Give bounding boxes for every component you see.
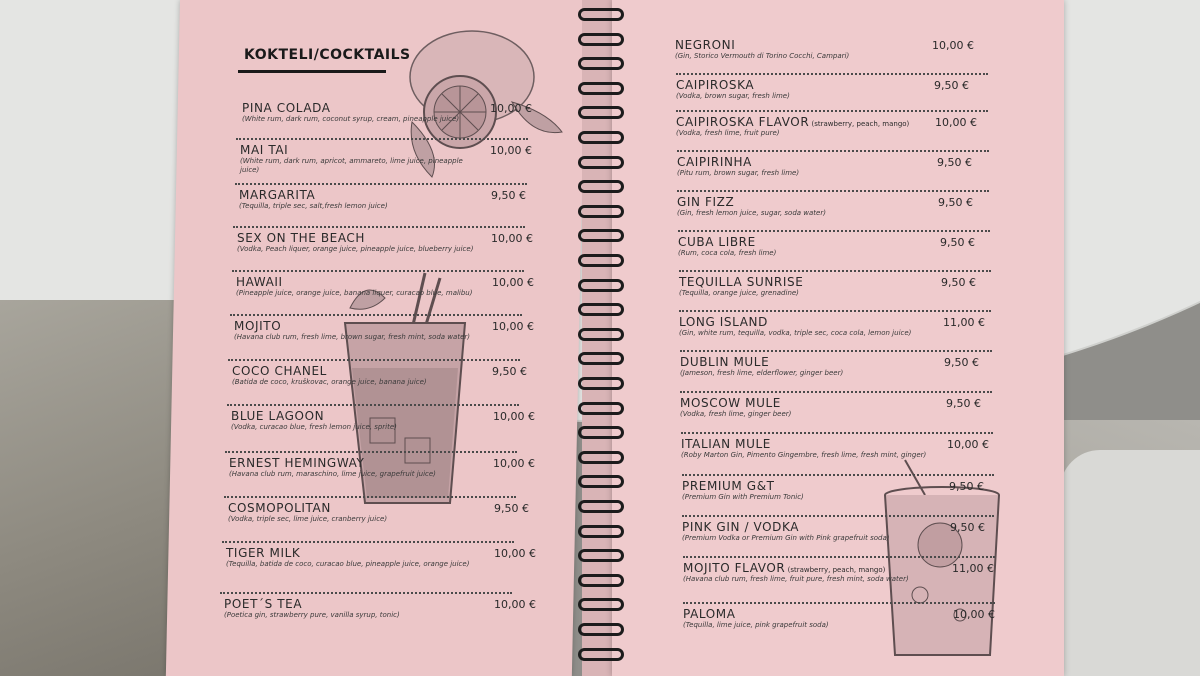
item-name xyxy=(678,235,934,249)
item-name xyxy=(228,501,488,515)
item-ingredients: (Premium Gin with Premium Tonic) xyxy=(682,493,804,501)
dotted-separator xyxy=(677,150,989,152)
item-ingredients: (Vodka, fresh lime, fruit pure) xyxy=(676,129,780,137)
item-name xyxy=(234,319,486,333)
item-ingredients: (Pineapple juice, orange juice, banana liquer, curacao blue, malibu) xyxy=(236,289,473,297)
binding-ring xyxy=(578,33,624,46)
item-price: 9,50 € xyxy=(949,480,984,493)
item-name xyxy=(677,195,932,209)
item-name-text: PALOMA xyxy=(683,607,736,621)
binding-ring xyxy=(578,57,624,70)
item-ingredients: (Pitu rum, brown sugar, fresh lime) xyxy=(677,169,800,177)
binding-ring xyxy=(578,229,624,242)
menu-item xyxy=(229,456,487,479)
item-price: 9,50 € xyxy=(944,356,979,369)
binding-ring xyxy=(578,279,624,292)
item-name xyxy=(226,546,488,560)
item-price: 9,50 € xyxy=(934,79,969,92)
item-ingredients: (Vodka, curacao blue, fresh lemon juice, sprite) xyxy=(231,423,397,431)
dotted-separator xyxy=(230,314,522,316)
item-ingredients: (Havana club rum, fresh lime, brown sugar, fresh mint, soda water) xyxy=(234,333,470,341)
item-ingredients: (Tequilla, batida de coco, curacao blue, pineapple juice, orange juice) xyxy=(226,560,470,568)
item-name-text: TIGER MILK xyxy=(226,546,301,560)
menu-item xyxy=(680,396,940,419)
item-name-text: MOSCOW MULE xyxy=(680,396,781,410)
item-name xyxy=(679,315,937,329)
item-price: 10,00 € xyxy=(492,320,534,333)
cocktail-glass-illustration xyxy=(330,268,480,518)
binding-ring xyxy=(578,402,624,415)
menu-item xyxy=(224,597,488,620)
menu-item xyxy=(679,315,937,338)
item-price: 11,00 € xyxy=(943,316,985,329)
item-name-text: COCO CHANEL xyxy=(232,364,327,378)
item-price: 9,50 € xyxy=(492,365,527,378)
menu-item xyxy=(676,78,928,101)
dotted-separator xyxy=(222,541,514,543)
item-price: 9,50 € xyxy=(494,502,529,515)
item-price: 9,50 € xyxy=(946,397,981,410)
item-price: 10,00 € xyxy=(491,232,533,245)
item-name xyxy=(676,78,928,92)
item-ingredients: (Tequilla, orange juice, grenadine) xyxy=(679,289,799,297)
item-name xyxy=(676,115,929,129)
binding-ring xyxy=(578,426,624,439)
menu-title: KOKTELI/COCKTAILS xyxy=(244,47,411,63)
item-price: 10,00 € xyxy=(953,608,995,621)
item-name-text: MARGARITA xyxy=(239,188,316,202)
item-name xyxy=(242,101,484,115)
dotted-separator xyxy=(228,359,520,361)
menu-item xyxy=(232,364,486,387)
menu-item xyxy=(679,275,935,298)
item-price: 9,50 € xyxy=(491,189,526,202)
menu-item xyxy=(680,355,938,378)
menu-item xyxy=(239,188,485,211)
item-name-text: MOJITO FLAVOR xyxy=(683,561,786,575)
item-price: 10,00 € xyxy=(494,598,536,611)
item-price: 10,00 € xyxy=(932,39,974,52)
binding-ring xyxy=(578,549,624,562)
item-ingredients: (Rum, coca cola, fresh lime) xyxy=(678,249,777,257)
menu-item xyxy=(683,561,946,584)
menu-item xyxy=(228,501,488,524)
item-name xyxy=(675,38,926,52)
item-ingredients: (Premium Vodka or Premium Gin with Pink grapefruit soda) xyxy=(682,534,890,542)
item-price: 9,50 € xyxy=(941,276,976,289)
dotted-separator xyxy=(232,270,524,272)
item-ingredients: (White rum, dark rum, coconut syrup, cream, pineapple juice) xyxy=(242,115,460,123)
dotted-separator xyxy=(677,190,989,192)
binding-ring xyxy=(578,82,624,95)
item-price: 11,00 € xyxy=(952,562,994,575)
spiral-binding xyxy=(574,0,630,676)
menu-item xyxy=(678,235,934,258)
item-price: 9,50 € xyxy=(938,196,973,209)
item-name-text: NEGRONI xyxy=(675,38,736,52)
item-flavor-options: (strawberry, peach, mango) xyxy=(809,120,910,128)
item-ingredients: (Vodka, brown sugar, fresh lime) xyxy=(676,92,790,100)
dotted-separator xyxy=(680,350,992,352)
item-name-text: COSMOPOLITAN xyxy=(228,501,331,515)
title-underline xyxy=(238,70,386,73)
item-name-text: LONG ISLAND xyxy=(679,315,768,329)
menu-item xyxy=(682,479,943,502)
item-price: 10,00 € xyxy=(490,144,532,157)
item-name xyxy=(682,520,944,534)
dotted-separator xyxy=(233,226,525,228)
item-name-text: SEX ON THE BEACH xyxy=(237,231,366,245)
binding-ring xyxy=(578,205,624,218)
item-name-text: ERNEST HEMINGWAY xyxy=(229,456,365,470)
dotted-separator xyxy=(679,270,991,272)
item-name xyxy=(240,143,484,157)
item-ingredients: (Gin, white rum, tequilla, vodka, triple sec, coca cola, lemon juice) xyxy=(679,329,912,337)
item-name-text: DUBLIN MULE xyxy=(680,355,770,369)
menu-item xyxy=(242,101,484,124)
binding-ring xyxy=(578,8,624,21)
item-ingredients: (Batida de coco, kruškovac, orange juice, banana juice) xyxy=(232,378,427,386)
item-name-text: GIN FIZZ xyxy=(677,195,735,209)
item-name xyxy=(229,456,487,470)
dotted-separator xyxy=(683,556,995,558)
item-name xyxy=(239,188,485,202)
binding-ring xyxy=(578,648,624,661)
item-ingredients: (Vodka, Peach liquer, orange juice, pineapple juice, blueberry juice) xyxy=(237,245,474,253)
binding-ring xyxy=(578,131,624,144)
item-name xyxy=(683,561,946,575)
item-ingredients: (Vodka, fresh lime, ginger beer) xyxy=(680,410,792,418)
item-price: 10,00 € xyxy=(492,276,534,289)
item-name-text: BLUE LAGOON xyxy=(231,409,325,423)
item-ingredients: (Gin, fresh lemon juice, sugar, soda water) xyxy=(677,209,826,217)
item-name-text: CAIPIROSKA FLAVOR xyxy=(676,115,810,129)
item-ingredients: (Tequilla, triple sec, salt,fresh lemon juice) xyxy=(239,202,388,210)
item-ingredients: (White rum, dark rum, apricot, ammareto, lime juice, pineapple juice) xyxy=(240,157,463,174)
item-name xyxy=(679,275,935,289)
item-ingredients: (Havana club rum, fresh lime, fruit pure, fresh mint, soda water) xyxy=(683,575,909,583)
item-ingredients: (Vodka, triple sec, lime juice, cranberry juice) xyxy=(228,515,388,523)
item-name xyxy=(237,231,485,245)
dotted-separator xyxy=(220,592,512,594)
menu-item xyxy=(677,195,932,218)
item-price: 9,50 € xyxy=(937,156,972,169)
item-ingredients: (Gin, Storico Vermouth di Torino Cocchi, Campari) xyxy=(675,52,850,60)
item-name-text: HAWAII xyxy=(236,275,283,289)
item-name-text: PREMIUM G&T xyxy=(682,479,775,493)
menu-item xyxy=(677,155,931,178)
dotted-separator xyxy=(236,138,528,140)
item-name-text: CAIPIROSKA xyxy=(676,78,755,92)
dotted-separator xyxy=(679,310,991,312)
binding-ring xyxy=(578,475,624,488)
menu-item xyxy=(676,115,929,138)
menu-item xyxy=(675,38,926,61)
item-price: 9,50 € xyxy=(950,521,985,534)
binding-ring xyxy=(578,525,624,538)
binding-ring xyxy=(578,303,624,316)
menu-item xyxy=(240,143,484,175)
binding-ring xyxy=(578,377,624,390)
item-name-text: CAIPIRINHA xyxy=(677,155,752,169)
item-name-text: MOJITO xyxy=(234,319,282,333)
item-ingredients: (Poetica gin, strawberry pure, vanilla syrup, tonic) xyxy=(224,611,400,619)
dotted-separator xyxy=(682,474,994,476)
item-name xyxy=(236,275,486,289)
dotted-separator xyxy=(235,183,527,185)
item-price: 10,00 € xyxy=(494,547,536,560)
item-name xyxy=(232,364,486,378)
dotted-separator xyxy=(682,515,994,517)
item-price: 10,00 € xyxy=(947,438,989,451)
dotted-separator xyxy=(681,432,993,434)
dotted-separator xyxy=(225,451,517,453)
chair-right xyxy=(1060,450,1200,676)
item-name xyxy=(680,396,940,410)
binding-ring xyxy=(578,254,624,267)
dotted-separator xyxy=(227,404,519,406)
item-name-text: TEQUILLA SUNRISE xyxy=(679,275,804,289)
item-name xyxy=(224,597,488,611)
item-ingredients: (Tequilla, lime juice, pink grapefruit soda) xyxy=(683,621,829,629)
dotted-separator xyxy=(678,230,990,232)
menu-item xyxy=(236,275,486,298)
item-price: 9,50 € xyxy=(940,236,975,249)
item-name-text: ITALIAN MULE xyxy=(681,437,771,451)
item-name-text: PINK GIN / VODKA xyxy=(682,520,800,534)
menu-item xyxy=(237,231,485,254)
binding-ring xyxy=(578,106,624,119)
menu-item xyxy=(231,409,487,432)
item-ingredients: (Havana club rum, maraschino, lime juice, grapefruit juice) xyxy=(229,470,436,478)
item-name xyxy=(681,437,941,451)
dotted-separator xyxy=(676,73,988,75)
item-name xyxy=(683,607,947,621)
binding-ring xyxy=(578,451,624,464)
menu-item xyxy=(234,319,486,342)
binding-ring xyxy=(578,156,624,169)
menu-item xyxy=(681,437,941,460)
menu-item xyxy=(682,520,944,543)
item-flavor-options: (strawberry, peach, mango) xyxy=(785,566,886,574)
binding-ring xyxy=(578,500,624,513)
item-name-text: MAI TAI xyxy=(240,143,289,157)
dotted-separator xyxy=(224,496,516,498)
dotted-separator xyxy=(680,391,992,393)
binding-ring xyxy=(578,180,624,193)
item-name xyxy=(677,155,931,169)
item-price: 10,00 € xyxy=(490,102,532,115)
item-price: 10,00 € xyxy=(935,116,977,129)
item-price: 10,00 € xyxy=(493,457,535,470)
item-name-text: POET´S TEA xyxy=(224,597,303,611)
item-ingredients: (Jameson, fresh lime, elderflower, ginger beer) xyxy=(680,369,844,377)
item-price: 10,00 € xyxy=(493,410,535,423)
binding-ring xyxy=(578,574,624,587)
dotted-separator xyxy=(676,110,988,112)
item-ingredients: (Roby Marton Gin, Pimento Gingembre, fresh lime, fresh mint, ginger) xyxy=(681,451,927,459)
item-name xyxy=(231,409,487,423)
binding-ring xyxy=(578,352,624,365)
binding-ring xyxy=(578,598,624,611)
dotted-separator xyxy=(683,602,995,604)
menu-item xyxy=(683,607,947,630)
item-name-text: PINA COLADA xyxy=(242,101,331,115)
item-name-text: CUBA LIBRE xyxy=(678,235,756,249)
binding-ring xyxy=(578,328,624,341)
item-name xyxy=(680,355,938,369)
item-name xyxy=(682,479,943,493)
menu-item xyxy=(226,546,488,569)
binding-ring xyxy=(578,623,624,636)
